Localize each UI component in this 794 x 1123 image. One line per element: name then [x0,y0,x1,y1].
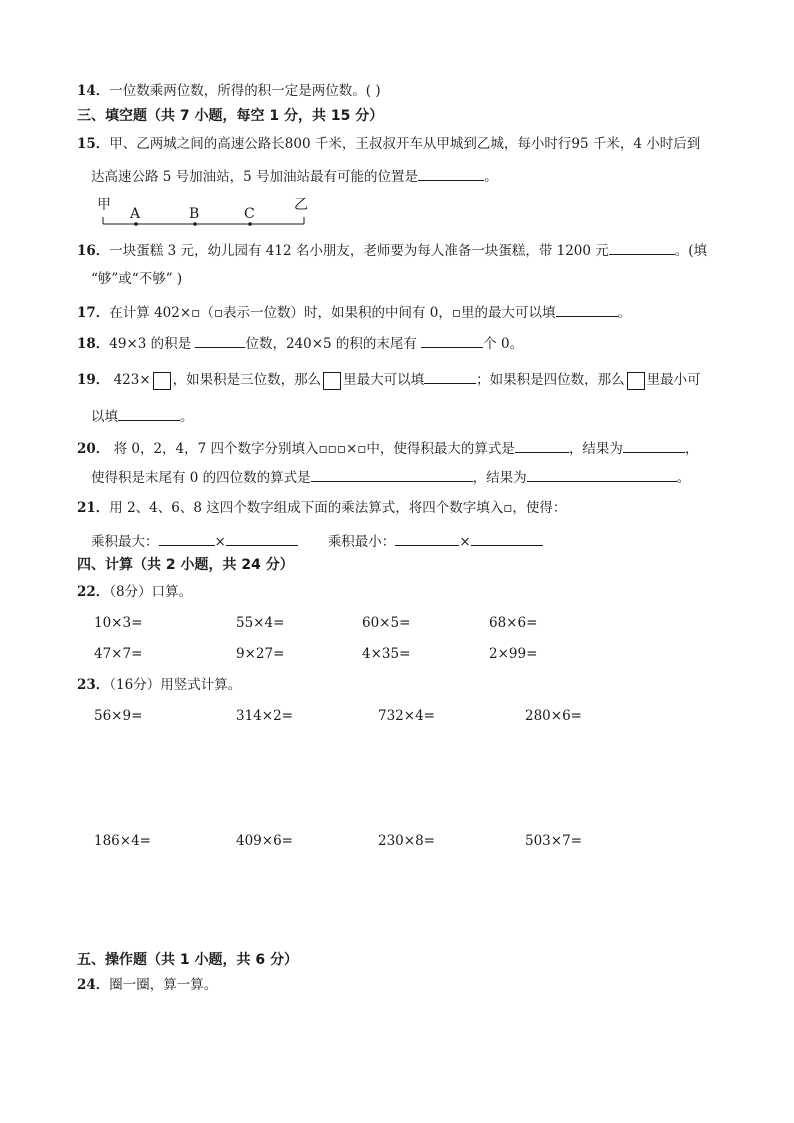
question-number: 16． [77,243,110,259]
times-sign: × [459,534,471,550]
answer-blank[interactable] [311,467,473,482]
question-text: 。 [180,409,194,425]
question-text: 里最大可以填 [343,372,425,388]
city-jia-label: 甲 [97,197,111,213]
question-number: 23． [77,677,110,693]
question-text: ，结果为 [568,441,623,457]
question-number: 19． [77,372,110,388]
question-24 [77,976,217,994]
point-b-dot [193,222,197,226]
question-20-line-2 [91,467,690,487]
question-text: ；如果积是四位数，那么 [476,372,625,388]
oral-calc-item: 55×4= [236,615,285,631]
question-text: 。 [484,169,498,185]
question-number: 17． [77,305,110,321]
oral-calc-item: 10×3= [94,615,143,631]
question-text: 个 0。 [483,336,524,352]
oral-calc-item: 9×27= [236,646,285,662]
point-c-dot [248,222,252,226]
question-text: ， [684,441,699,457]
question-text: 。 [676,470,691,486]
section-5-title: 五、操作题（共 1 小题，共 6 分） [77,952,298,968]
question-text: （16分）用竖式计算。 [109,677,242,693]
question-text: 以填 [91,409,118,425]
question-text: 圈一圈，算一算。 [109,977,218,993]
question-16-line-1 [77,240,707,260]
question-15-line-1 [77,135,700,153]
question-text: 将 0，2，4，7 四个数字分别填入▫▫▫×▫中，使得积最大的算式是 [109,441,515,457]
answer-blank[interactable] [471,531,543,546]
question-number: 18． [77,336,110,352]
question-text: 在计算 402×▫（▫表示一位数）时，如果积的中间有 0，▫里的最大可以填 [109,305,556,321]
question-number: 22． [77,584,110,600]
section-3-title: 三、填空题（共 7 小题，每空 1 分，共 15 分） [77,108,384,124]
question-text: 一位数乘两位数，所得的积一定是两位数。( ) [109,83,381,99]
answer-blank[interactable] [418,166,484,181]
question-text: 用 2、4、6、8 这四个数字组成下面的乘法算式，将四个数字填入▫，使得： [109,500,567,516]
oral-calc-item: 47×7= [94,646,143,662]
question-text: 甲、乙两城之间的高速公路长800 千米，王叔叔开车从甲城到乙城，每小时行95 千米，4 小时后到 [109,136,701,152]
question-text: 。(填 [674,243,708,259]
vertical-calc-item: 314×2= [236,708,293,724]
min-product-label: 乘积最小： [327,534,396,550]
answer-blank[interactable] [623,438,685,453]
highway-diagram [92,195,322,235]
question-20-line-1 [77,438,698,458]
question-16-line-2: “够”或“不够” ) [91,271,183,287]
question-number: 21． [77,500,110,516]
oral-calc-item: 68×6= [489,615,538,631]
question-22-title [77,583,192,601]
answer-box[interactable] [323,372,341,390]
answer-blank[interactable] [395,531,459,546]
question-text: 达高速公路 5 号加油站，5 号加油站最有可能的位置是 [91,169,419,185]
question-14 [77,82,381,100]
point-a-label: A [130,206,141,222]
vertical-calc-item: 186×4= [94,833,151,849]
answer-blank[interactable] [159,531,215,546]
vertical-calc-item: 230×8= [378,833,435,849]
question-number: 14． [77,83,110,99]
question-number: 15． [77,136,110,152]
question-21-line-2 [91,531,543,551]
point-b-label: B [189,206,200,222]
max-product-label: 乘积最大： [91,534,159,550]
vertical-calc-item: 503×7= [525,833,582,849]
vertical-calc-item: 732×4= [378,708,435,724]
vertical-calc-item: 56×9= [94,708,143,724]
question-18 [77,333,523,353]
question-19-line-1 [77,369,701,390]
answer-blank[interactable] [609,240,675,255]
question-17 [77,302,631,322]
oral-calc-item: 2×99= [489,646,538,662]
vertical-calc-item: 280×6= [525,708,582,724]
question-text: 里最小可 [646,372,701,388]
question-21-line-1 [77,499,566,517]
point-a-dot [134,222,138,226]
point-c-label: C [244,206,255,222]
answer-blank[interactable] [515,438,569,453]
answer-box[interactable] [153,372,171,390]
question-number: 20． [77,441,110,457]
answer-blank[interactable] [527,467,677,482]
city-yi-label: 乙 [294,197,308,213]
question-text: ，如果积是三位数，那么 [172,372,322,388]
oral-calc-item: 4×35= [362,646,411,662]
question-text: （8分）口算。 [109,584,193,600]
answer-box[interactable] [627,372,645,390]
question-number: 24． [77,977,110,993]
question-text: 423× [109,372,151,388]
question-15-line-2 [91,166,498,186]
answer-blank[interactable] [424,369,476,384]
answer-blank[interactable] [118,406,180,421]
answer-blank[interactable] [421,333,483,348]
question-text: ，结果为 [472,470,527,486]
section-4-title: 四、计算（共 2 小题，共 24 分） [77,557,294,573]
question-text: 一块蛋糕 3 元，幼儿园有 412 名小朋友，老师要为每人准备一块蛋糕，带 1200 元 [109,243,609,259]
answer-blank[interactable] [556,302,618,317]
question-text: 49×3 的积是 [109,336,196,352]
question-text: 。 [617,305,631,321]
times-sign: × [214,534,226,550]
oral-calc-item: 60×5= [362,615,411,631]
question-text: 位数，240×5 的积的末尾有 [245,336,422,352]
answer-blank[interactable] [226,531,298,546]
question-23-title [77,676,241,694]
question-19-line-2 [91,406,194,426]
answer-blank[interactable] [195,333,245,348]
question-text: 使得积是末尾有 0 的四位数的算式是 [91,470,311,486]
vertical-calc-item: 409×6= [236,833,293,849]
